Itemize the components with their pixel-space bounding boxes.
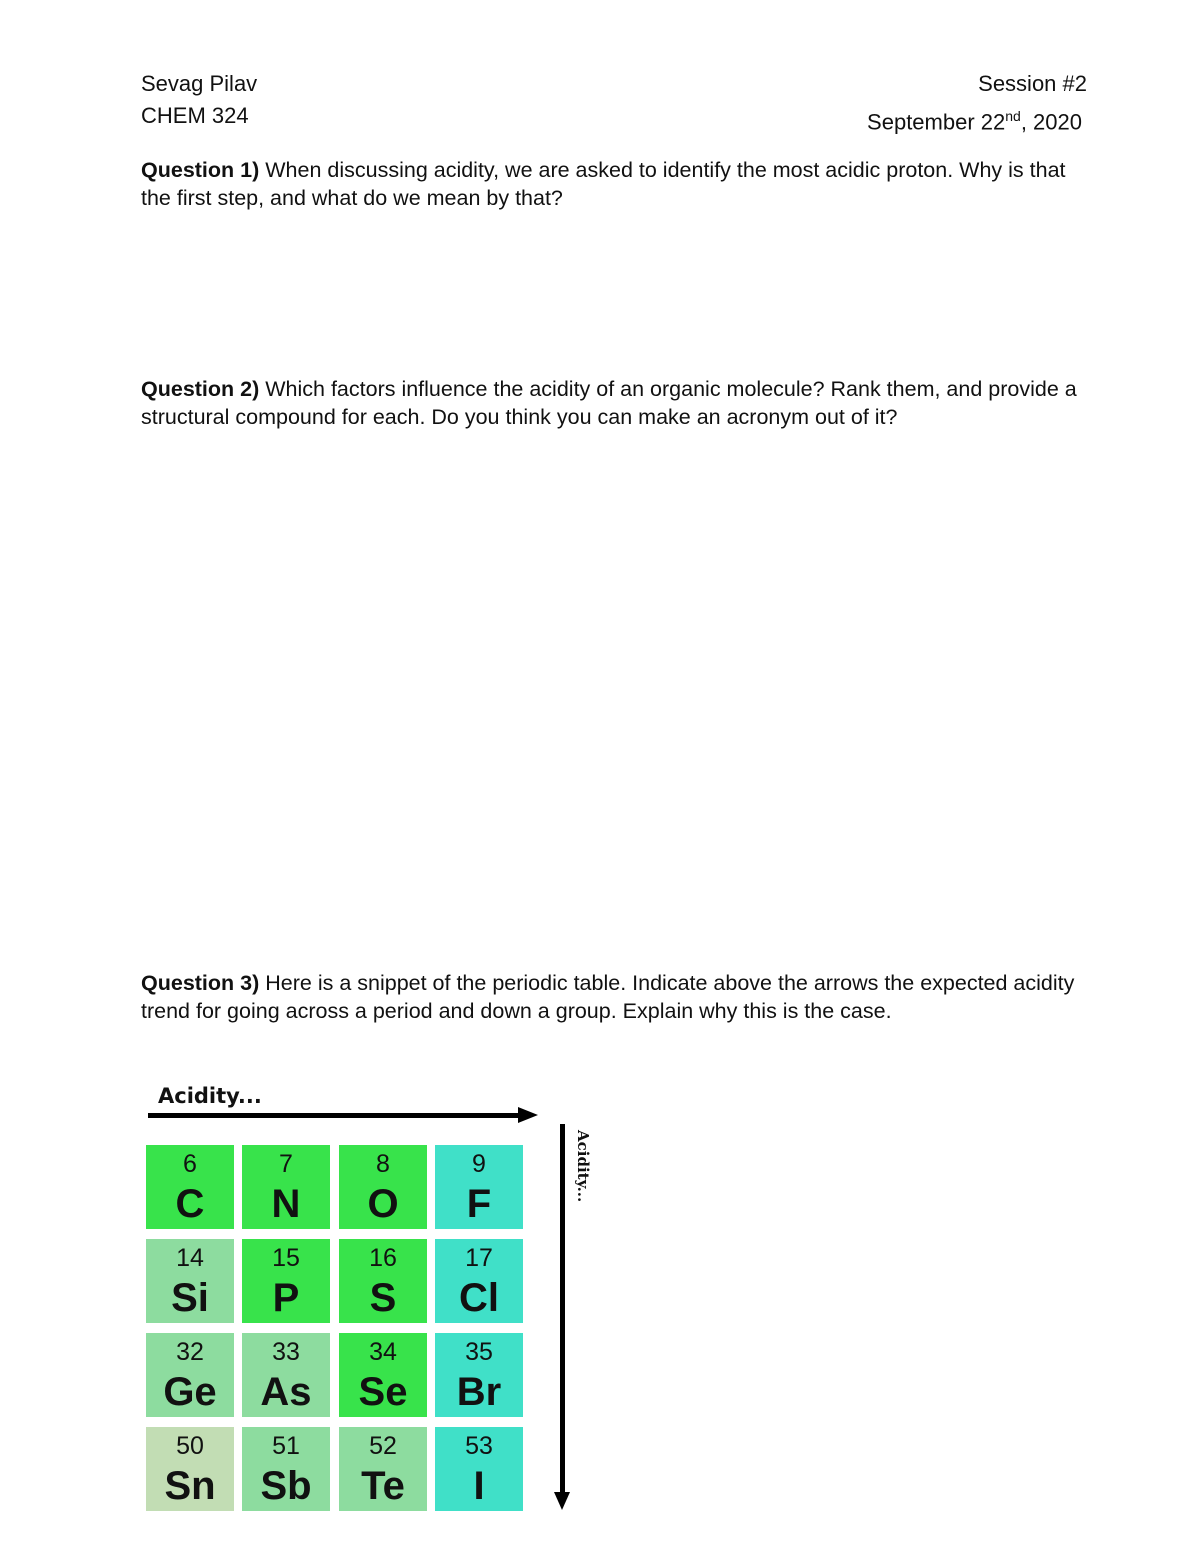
element-cell [242,1145,330,1229]
element-cell [339,1427,427,1511]
element-symbol: As [260,1370,312,1414]
element-symbol: Br [456,1370,502,1414]
element-cell [242,1239,330,1323]
session-number: Session #2 [978,71,1087,96]
atomic-number: 8 [376,1150,390,1178]
vertical-arrow-shaft [560,1124,565,1496]
atomic-number: 9 [472,1150,486,1178]
horizontal-arrow-shaft [148,1113,522,1118]
element-symbol: Sb [260,1464,312,1508]
question-3-label: Question 3) [141,971,260,995]
element-symbol: O [367,1182,399,1226]
atomic-number: 15 [272,1244,300,1272]
element-cell [435,1239,523,1323]
date-suffix: , 2020 [1020,109,1082,135]
question-1-label: Question 1) [141,158,260,182]
element-cell [242,1333,330,1417]
element-cell [146,1145,234,1229]
atomic-number: 14 [176,1244,204,1272]
atomic-number: 52 [369,1432,397,1460]
question-2 [141,375,1091,431]
atomic-number: 32 [176,1338,204,1366]
element-symbol: F [466,1182,492,1226]
session-date [867,101,1082,137]
right-arrow-icon [518,1107,538,1123]
question-1 [141,156,1091,212]
element-symbol: C [175,1182,205,1226]
atomic-number: 6 [183,1150,197,1178]
course-code: CHEM 324 [141,103,249,128]
atomic-number: 51 [272,1432,300,1460]
question-2-label: Question 2) [141,377,260,401]
element-symbol: N [271,1182,301,1226]
atomic-number: 17 [465,1244,493,1272]
student-name: Sevag Pilav [141,71,258,96]
atomic-number: 34 [369,1338,397,1366]
element-symbol: P [272,1276,300,1320]
element-symbol: Cl [459,1276,499,1320]
element-cell [435,1145,523,1229]
element-cell [339,1145,427,1229]
element-cell [339,1239,427,1323]
periodic-table-grid [146,1145,526,1511]
question-3-text: Here is a snippet of the periodic table. Indicate above the arrows the expected acidity trend for going across a period and down a group. Explain why this is the case. [141,971,1075,1023]
atomic-number: 35 [465,1338,493,1366]
down-arrow-icon [554,1492,570,1510]
atomic-number: 16 [369,1244,397,1272]
element-cell [146,1239,234,1323]
vertical-acidity-label: Acidity... [574,1130,592,1203]
element-cell [242,1427,330,1511]
date-prefix: September 22 [867,109,1006,135]
question-2-text: Which factors influence the acidity of an organic molecule? Rank them, and provide a structural compound for each. Do you think you can make an acronym out of it? [141,377,1077,429]
element-cell [146,1427,234,1511]
date-superscript: nd [1005,108,1021,124]
atomic-number: 33 [272,1338,300,1366]
element-symbol: Te [361,1464,405,1508]
atomic-number: 50 [176,1432,204,1460]
element-symbol: Sn [164,1464,216,1508]
atomic-number: 7 [279,1150,293,1178]
horizontal-acidity-label: Acidity... [158,1084,262,1108]
question-3 [141,969,1091,1025]
element-symbol: S [369,1276,397,1320]
element-symbol: I [473,1464,485,1508]
element-symbol: Si [171,1276,209,1320]
element-symbol: Se [358,1370,408,1414]
element-symbol: Ge [163,1370,217,1414]
element-cell [435,1333,523,1417]
atomic-number: 53 [465,1432,493,1460]
element-cell [435,1427,523,1511]
element-cell [339,1333,427,1417]
question-1-text: When discussing acidity, we are asked to identify the most acidic proton. Why is that the first step, and what do we mean by that? [141,158,1066,210]
element-cell [146,1333,234,1417]
